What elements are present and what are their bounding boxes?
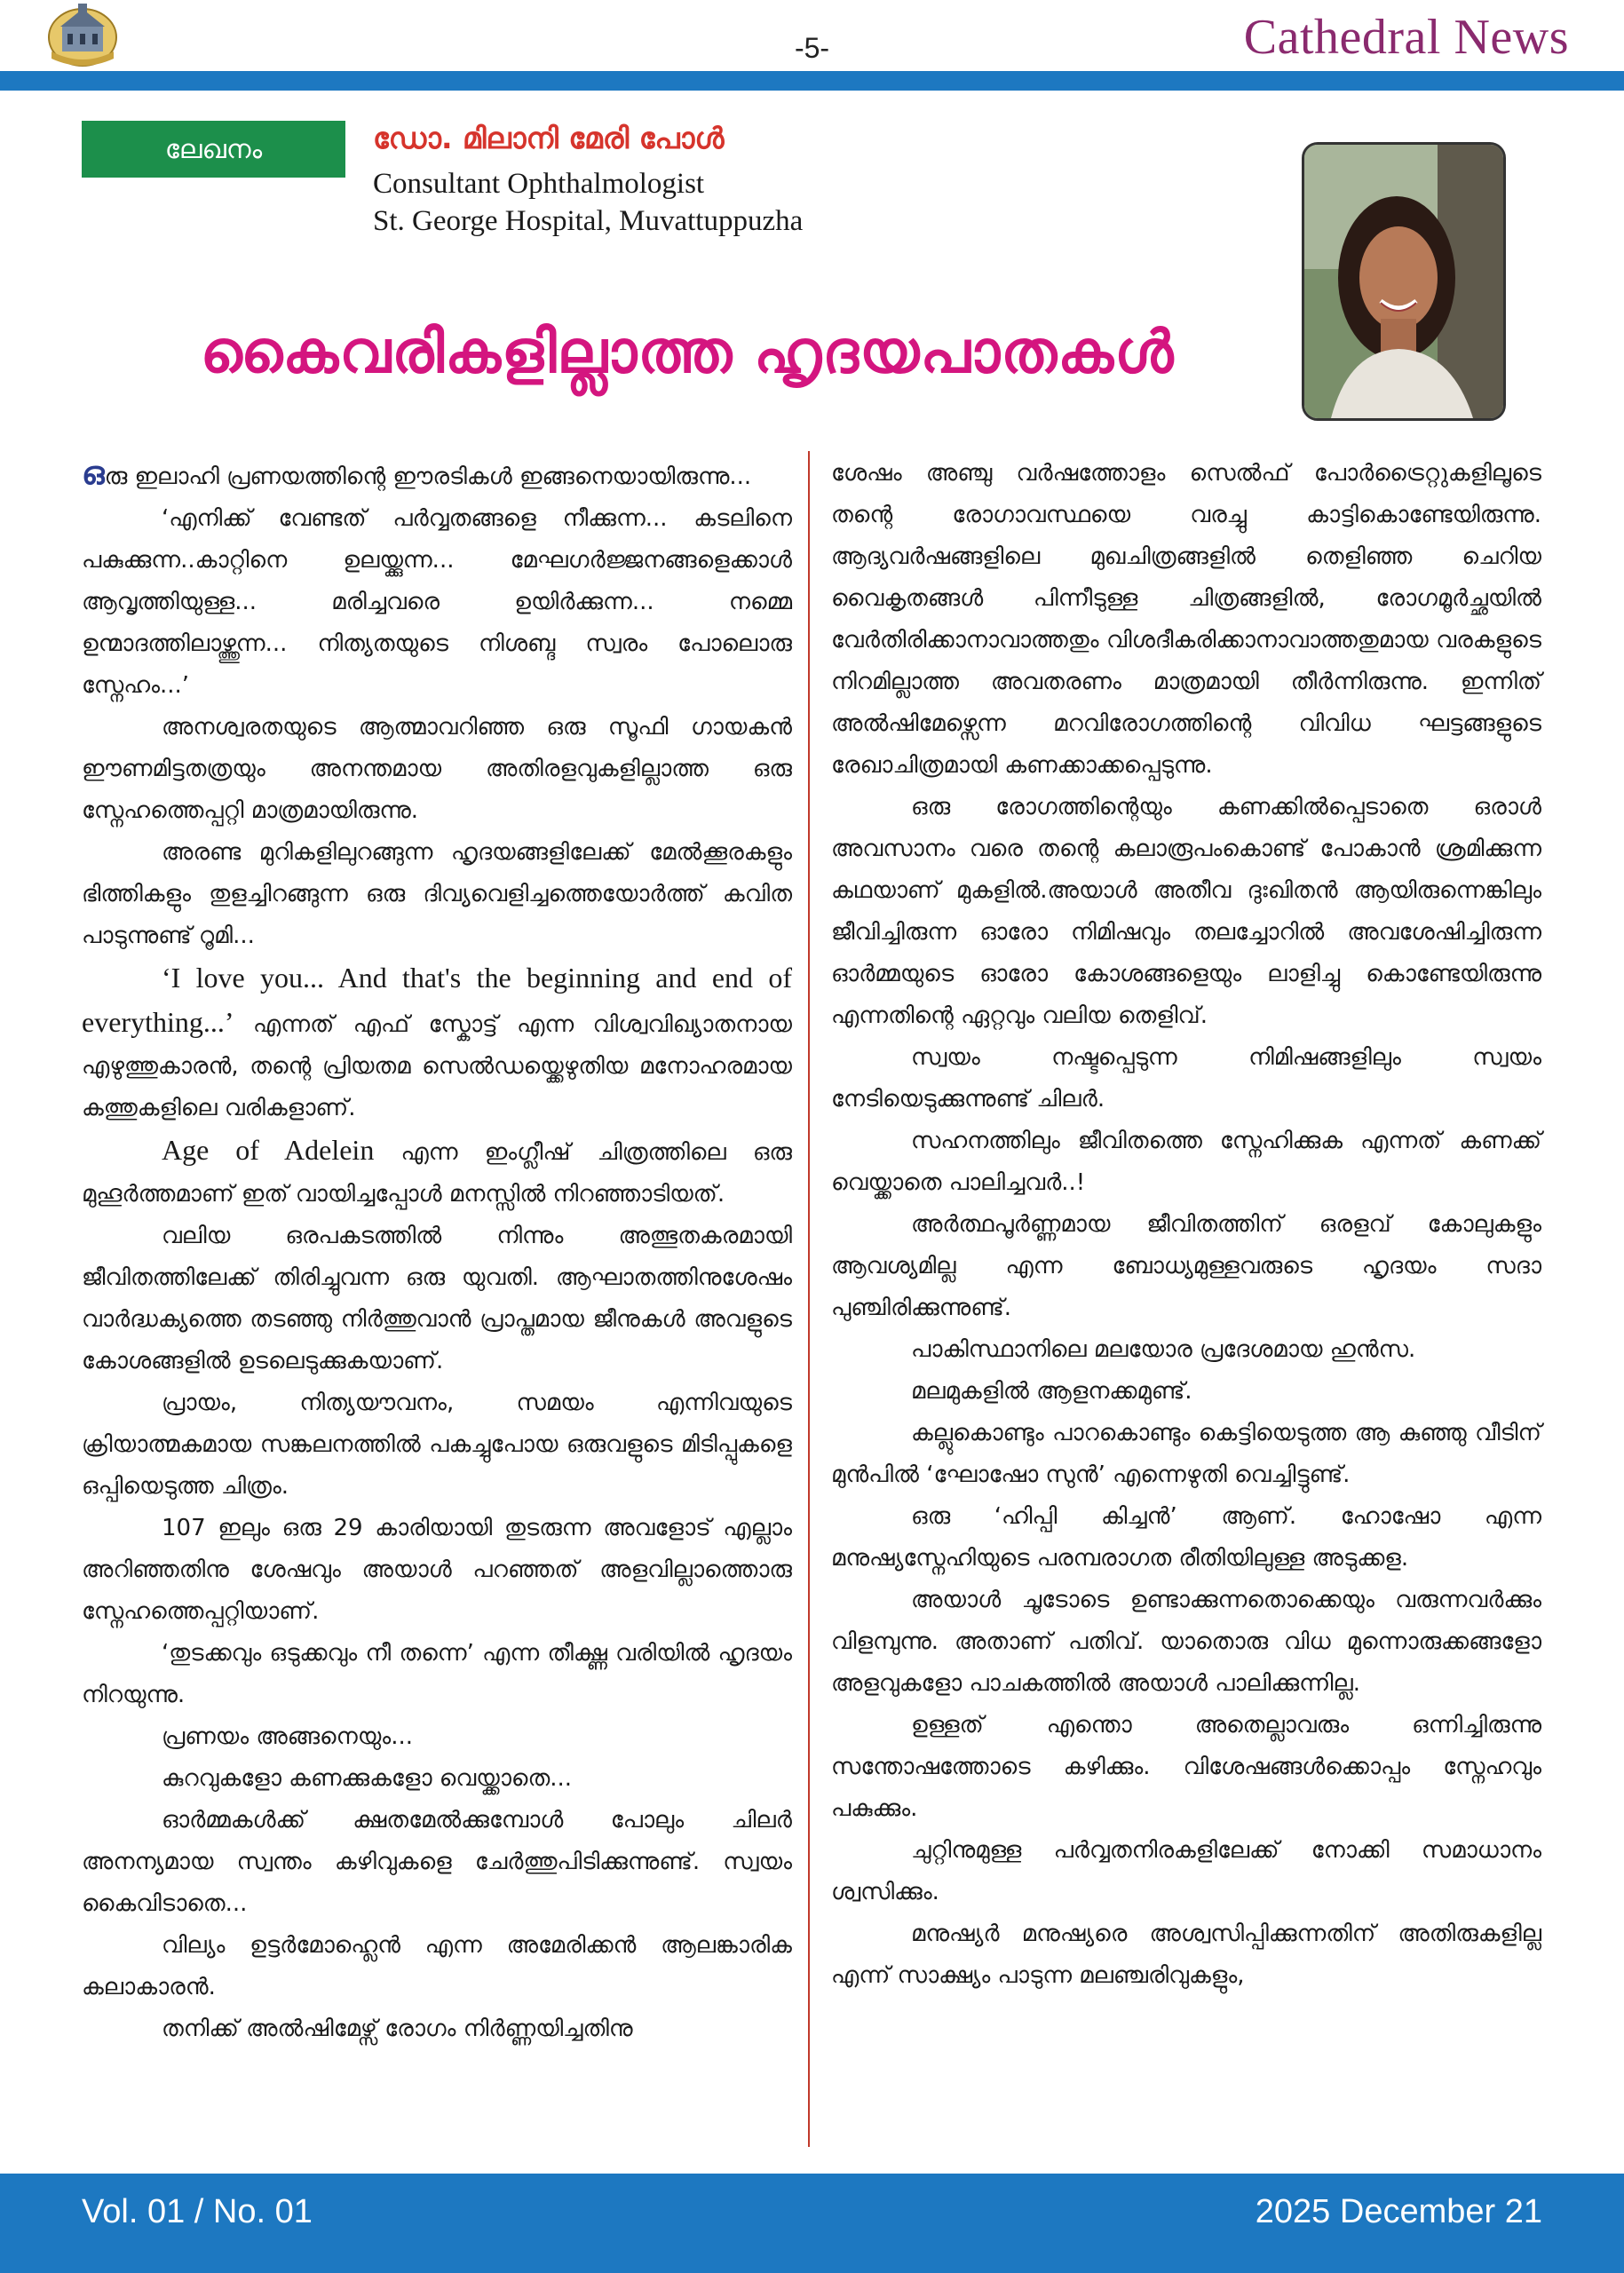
article-title: കൈവരികളില്ലാത്ത ഹൃദയപാതകൾ xyxy=(200,318,1175,386)
author-role xyxy=(373,165,803,240)
paragraph: സ്വയം നഷ്ടപ്പെടുന്ന നിമിഷങ്ങളിലും സ്വയം നേടിയെടുക്കുന്നുണ്ട് ചിലർ. xyxy=(831,1044,1541,1113)
column-divider xyxy=(808,451,810,2147)
volume-number: Vol. 01 / No. 01 xyxy=(82,2193,313,2230)
author-role-line1: Consultant Ophthalmologist xyxy=(373,168,705,200)
author-name: ഡോ. മിലാനി മേരി പോൾ xyxy=(373,121,725,155)
paragraph: ഒരു രോഗത്തിന്റെയും കണക്കിൽപ്പെടാതെ ഒരാൾ അവസാനം വരെ തന്റെ കലാരൂപംകൊണ്ട് പോകാൻ ശ്രമിക്കുന്ന കഥയാണ് മുകളിൽ.അയാൾ അതീവ ദുഃഖിതൻ ആയിരുന്നെങ്കിലും ജീവിച്ചിരുന്ന ഓരോ നിമിഷവും തലച്ചോറിൽ അവശേഷിച്ചിരുന്ന ഓർമ്മയുടെ ഓരോ കോശങ്ങളെയും ലാളിച്ചു കൊണ്ടേയിരുന്നു എന്നതിന്റെ ഏറ്റവും വലിയ തെളിവ്. xyxy=(831,794,1541,1029)
author-photo xyxy=(1302,142,1506,421)
paragraph: കല്ലുകൊണ്ടും പാറകൊണ്ടും കെട്ടിയെടുത്ത ആ കുഞ്ഞു വീടിന് മുൻപിൽ ‘ഘോഷോ സുൻ’ എന്നെഴുതി വെച്ചിട്ടുണ്ട്. xyxy=(831,1420,1541,1488)
category-tag: ലേഖനം xyxy=(82,121,345,178)
paragraph: വലിയ ഒരപകടത്തിൽ നിന്നും അത്ഭുതകരമായി ജീവിതത്തിലേക്ക് തിരിച്ചുവന്ന ഒരു യുവതി. ആഘാതത്തിനുശേഷം വാർദ്ധക്യത്തെ തടഞ്ഞു നിർത്തുവാൻ പ്രാപ്തമായ ജീനുകൾ അവളുടെ കോശങ്ങളിൽ ഉടലെടുക്കുകയാണ്. xyxy=(82,1223,792,1374)
paragraph: Age of Adelein എന്ന ഇംഗ്ലീഷ് ചിത്രത്തിലെ ഒരു മുഹൂർത്തമാണ് ഇത് വായിച്ചപ്പോൾ മനസ്സിൽ നിറഞ്ഞാടിയത്. xyxy=(82,1134,792,1208)
paragraph: ഒരു ‘ഹിപ്പി കിച്ചൻ’ ആണ്. ഹോഷോ എന്ന മനുഷ്യസ്നേഹിയുടെ പരമ്പരാഗത രീതിയിലുള്ള അടുക്കള. xyxy=(831,1503,1541,1572)
paragraph: അർത്ഥപൂർണ്ണമായ ജീവിതത്തിന് ഒരളവ് കോലുകളും ആവശ്യമില്ല എന്ന ബോധ്യമുള്ളവരുടെ ഹൃദയം സദാ പുഞ്ചിരിക്കുന്നുണ്ട്. xyxy=(831,1211,1541,1321)
paragraph: ‘എനിക്ക് വേണ്ടത് പർവ്വതങ്ങളെ നീക്കുന്ന... കടലിനെ പകുക്കുന്ന..കാറ്റിനെ ഉലയ്ക്കുന്ന... മേഘഗർജ്ജനങ്ങളെക്കാൾ ആവൃത്തിയുള്ള... മരിച്ചവരെ ഉയിർക്കുന്ന... നമ്മെ ഉന്മാദത്തിലാഴ്ത്തുന്ന... നിത്യതയുടെ നിശബ്ദ സ്വരം പോലൊരു സ്നേഹം...’ xyxy=(82,505,792,699)
header-bar xyxy=(0,71,1624,91)
paragraph: പ്രായം, നിത്യയൗവനം, സമയം എന്നിവയുടെ ക്രിയാത്മകമായ സങ്കലനത്തിൽ പകച്ചുപോയ ഒരുവളുടെ മിടിപ്പുകളെ ഒപ്പിയെടുത്ത ചിത്രം. xyxy=(82,1390,792,1500)
paragraph: അയാൾ ചൂടോടെ ഉണ്ടാക്കുന്നതൊക്കെയും വരുന്നവർക്കും വിളമ്പുന്നു. അതാണ് പതിവ്. യാതൊരു വിധ മുന്നൊരുക്കങ്ങളോ അളവുകളോ പാചകത്തിൽ അയാൾ പാലിക്കുന്നില്ല. xyxy=(831,1587,1541,1697)
paragraph: ഒരു ഇലാഹി പ്രണയത്തിന്റെ ഈരടികൾ ഇങ്ങനെയായിരുന്നു... xyxy=(82,455,752,492)
paragraph: തനിക്ക് അൽഷിമേഴ്സ് രോഗം നിർണ്ണയിച്ചതിനു xyxy=(162,2016,633,2042)
paragraph: പ്രണയം അങ്ങനെയും... xyxy=(162,1723,413,1750)
paragraph: മലമുകളിൽ ആളനക്കമുണ്ട്. xyxy=(911,1378,1192,1405)
paragraph: അനശ്വരതയുടെ ആത്മാവറിഞ്ഞ ഒരു സൂഫി ഗായകൻ ഈണമിട്ടതത്രയും അനന്തമായ അതിരളവുകളില്ലാത്ത ഒരു സ്നേഹത്തെപ്പറ്റി മാത്രമായിരുന്നു. xyxy=(82,714,792,824)
paragraph: 107 ഇലും ഒരു 29 കാരിയായി തുടരുന്ന അവളോട് എല്ലാം അറിഞ്ഞതിനു ശേഷവും അയാൾ പറഞ്ഞത് അളവില്ലാത്തൊരു സ്നേഹത്തെപ്പറ്റിയാണ്. xyxy=(82,1515,792,1625)
paragraph: ചുറ്റിനുമുള്ള പർവ്വതനിരകളിലേക്ക് നോക്കി സമാധാനം ശ്വസിക്കും. xyxy=(831,1837,1541,1905)
paragraph: മനുഷ്യർ മനുഷ്യരെ അശ്വസിപ്പിക്കുന്നതിന് അതിരുകളില്ല എന്ന് സാക്ഷ്യം പാടുന്ന മലഞ്ചരിവുകളും, xyxy=(831,1921,1541,1989)
author-role-line2: St. George Hospital, Muvattuppuzha xyxy=(373,205,804,237)
paragraph: അരണ്ട മുറികളിലുറങ്ങുന്ന ഹൃദയങ്ങളിലേക്ക് മേൽക്കൂരകളും ഭിത്തികളും തുളച്ചിറങ്ങുന്ന ഒരു ദിവ്യവെളിച്ചത്തെയോർത്ത് കവിത പാടുന്നുണ്ട് റൂമി... xyxy=(82,839,792,949)
issue-date: 2025 December 21 xyxy=(1255,2193,1542,2230)
drop-cap: ഒ xyxy=(82,455,105,492)
paragraph: ‘I love you... And that's the beginning and end of everything...’ എന്നത് എഫ് സ്കോട്ട് എന്ന വിശ്വവിഖ്യാതനായ എഴുത്തുകാരൻ, തന്റെ പ്രിയതമ സെൽഡയ്ക്കെഴുതിയ മനോഹരമായ കത്തുകളിലെ വരികളാണ്. xyxy=(82,962,792,1121)
paragraph: ‘തുടക്കവും ഒടുക്കവും നീ തന്നെ’ എന്ന തീക്ഷ്ണ വരിയിൽ ഹൃദയം നിറയുന്നു. xyxy=(82,1640,792,1708)
paragraph: ശേഷം അഞ്ചു വർഷത്തോളം സെൽഫ് പോർട്രൈറ്റുകളിലൂടെ തന്റെ രോഗാവസ്ഥയെ വരച്ചു കാട്ടികൊണ്ടേയിരുന്നു. ആദ്യവർഷങ്ങളിലെ മുഖചിത്രങ്ങളിൽ തെളിഞ്ഞ ചെറിയ വൈകൃതങ്ങൾ പിന്നീടുള്ള ചിത്രങ്ങളിൽ, രോഗമൂർച്ഛയിൽ വേർതിരിക്കാനാവാത്തതും വിശദീകരിക്കാനാവാത്തതുമായ വരകളുടെ നിറമില്ലാത്ത അവതരണം മാത്രമായി തീർന്നിരുന്നു. ഇന്നിത് അൽഷിമേഴ്സെന്ന മറവിരോഗത്തിന്റെ വിവിധ ഘട്ടങ്ങളുടെ രേഖാചിത്രമായി കണക്കാക്കപ്പെടുന്നു. xyxy=(831,460,1541,779)
left-column xyxy=(82,453,792,2050)
right-column xyxy=(831,453,1541,1997)
page-number: -5- xyxy=(794,32,830,64)
paragraph: കുറവുകളോ കണക്കുകളോ വെയ്ക്കാതെ... xyxy=(162,1765,573,1792)
brand-title: Cathedral News xyxy=(1243,10,1569,65)
paragraph: വില്യം ഉട്ടർമോഹ്ലെൻ എന്ന അമേരിക്കൻ ആലങ്കാരിക കലാകാരൻ. xyxy=(82,1932,792,2000)
paragraph: പാകിസ്ഥാനിലെ മലയോര പ്രദേശമായ ഹുൻസ. xyxy=(911,1336,1416,1363)
paragraph: ഓർമ്മകൾക്ക് ക്ഷതമേൽക്കുമ്പോൾ പോലും ചിലർ അനന്യമായ സ്വന്തം കഴിവുകളെ ചേർത്തുപിടിക്കുന്നുണ്ട്. സ്വയം കൈവിടാതെ... xyxy=(82,1807,792,1917)
paragraph: സഹനത്തിലും ജീവിതത്തെ സ്നേഹിക്കുക എന്നത് കണക്ക് വെയ്ക്കാതെ പാലിച്ചവർ..! xyxy=(831,1128,1541,1196)
paragraph: ഉള്ളത് എന്തൊ അതെല്ലാവരും ഒന്നിച്ചിരുന്നു സന്തോഷത്തോടെ കഴിക്കും. വിശേഷങ്ങൾക്കൊപ്പം സ്നേഹവും പകുക്കും. xyxy=(831,1712,1541,1822)
